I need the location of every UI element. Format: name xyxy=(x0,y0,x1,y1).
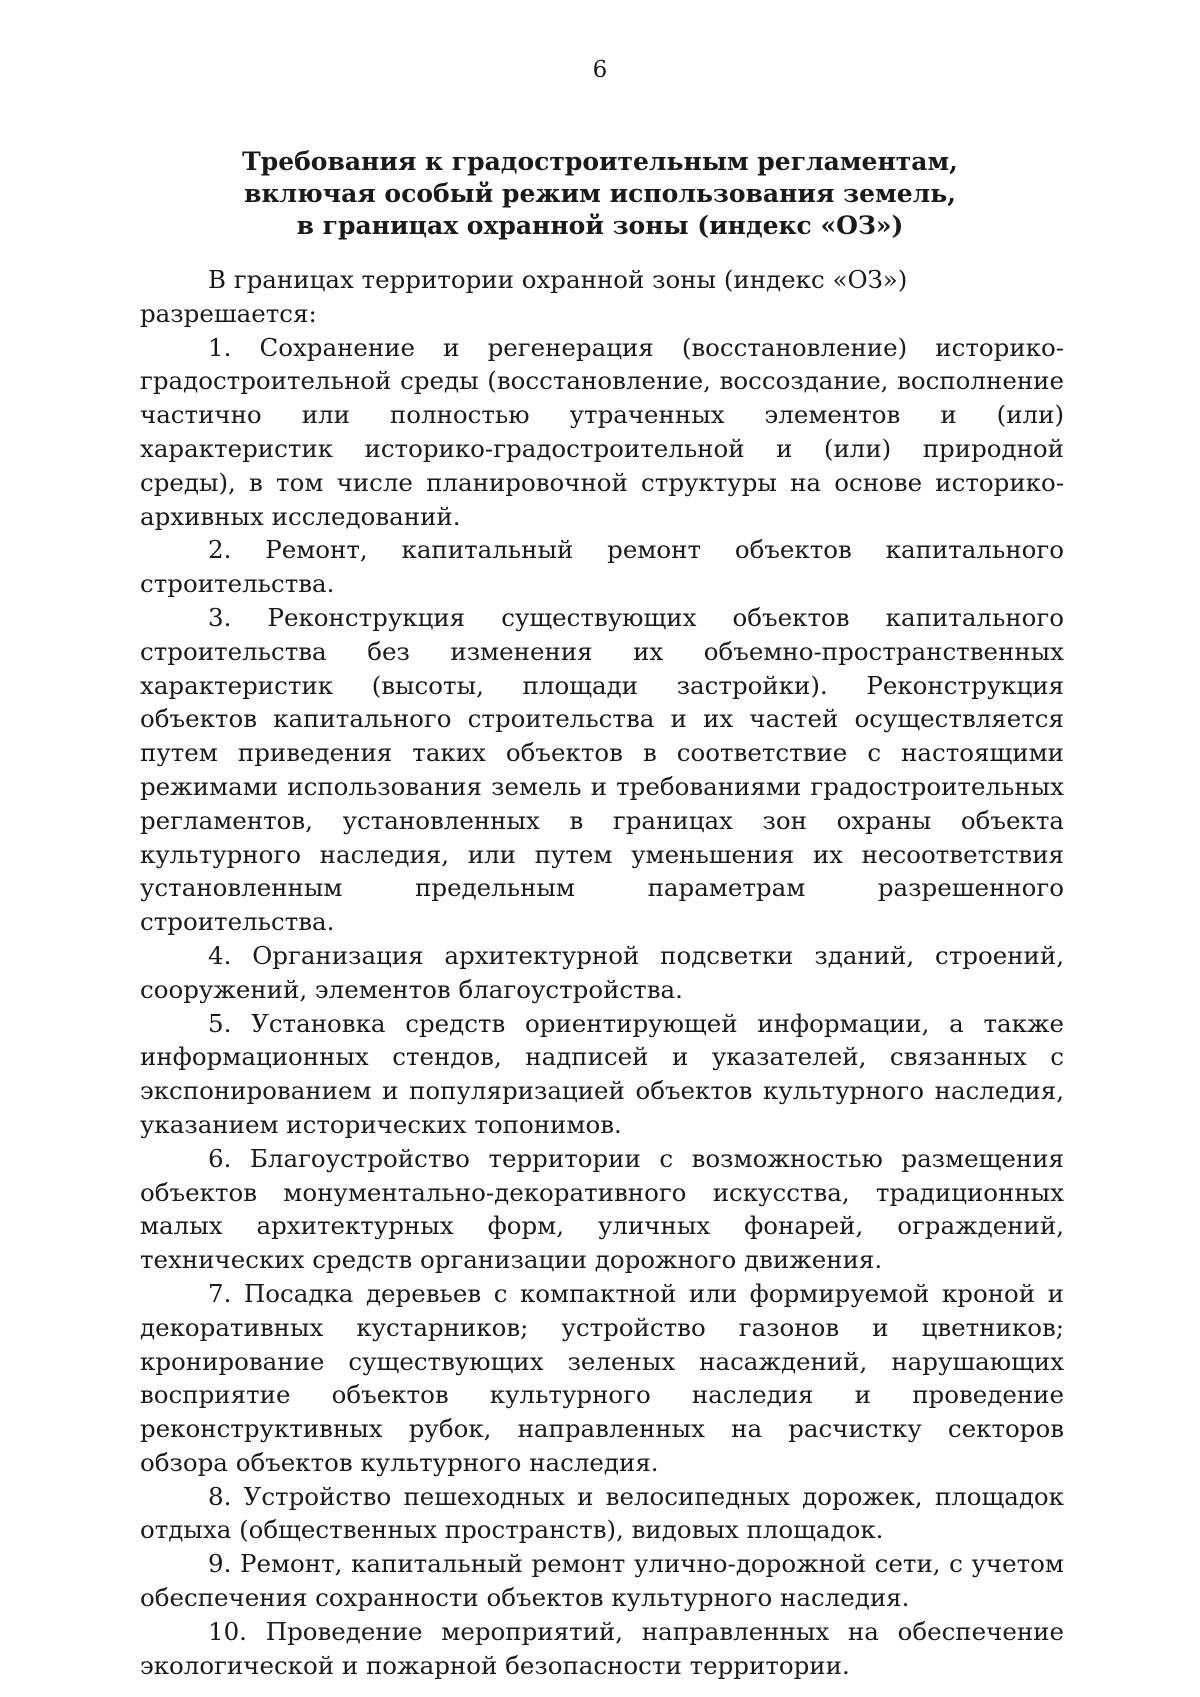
page-number: 6 xyxy=(592,57,608,83)
list-item-4: 4. Организация архитектурной подсветки зданий, строений, сооружений, элементов благоустройства. xyxy=(140,940,1064,1004)
document-title xyxy=(180,146,1020,242)
intro-paragraph: В границах территории охранной зоны (индекс «ОЗ») разрешается: xyxy=(140,265,908,328)
list-item-1: 1. Сохранение и регенерация (восстановление) историко-градостроительной среды (восстановление, воссоздание, восполнение частично или полностью утраченных элементов и (или) характеристик историко-градостроительной и (или) природной среды), в том числе планировочной структуры на основе историко-архивных исследований. xyxy=(140,332,1064,531)
list-item-6: 6. Благоустройство территории с возможностью размещения объектов монументально-декоративного искусства, традиционных малых архитектурных форм, уличных фонарей, ограждений, технических средств организации дорожного движения. xyxy=(140,1143,1064,1275)
list-item-10: 10. Проведение мероприятий, направленных на обеспечение экологической и пожарной безопасности территории. xyxy=(140,1616,1064,1680)
list-item-9: 9. Ремонт, капитальный ремонт улично-дорожной сети, с учетом обеспечения сохранности объектов культурного наследия. xyxy=(140,1549,1064,1613)
list-item-3: 3. Реконструкция существующих объектов капитального строительства без изменения их объемно-пространственных характеристик (высоты, площади застройки). Реконструкция объектов капитального строительства и их частей осуществляется путем приведения таких объектов в соответствие с настоящими режимами использования земель и требованиями градостроительных регламентов, установленных в границах зон охраны объекта культурного наследия, или путем уменьшения их несоответствия установленным предельным параметрам разрешенного строительства. xyxy=(140,602,1064,937)
list-item-2: 2. Ремонт, капитальный ремонт объектов капитального строительства. xyxy=(140,535,1064,599)
title-line-2: включая особый режим использования земель, xyxy=(244,179,956,208)
list-item-7: 7. Посадка деревьев с компактной или формируемой кроной и декоративных кустарников; устройство газонов и цветников; кронирование существующих зеленых насаждений, нарушающих восприятие объектов культурного наследия и проведение реконструктивных рубок, направленных на расчистку секторов обзора объектов культурного наследия. xyxy=(140,1278,1064,1477)
list-item-5: 5. Установка средств ориентирующей информации, а также информационных стендов, надписей и указателей, связанных с экспонированием и популяризацией объектов культурного наследия, указанием исторических топонимов. xyxy=(140,1008,1064,1139)
document-body xyxy=(140,263,1064,1682)
list-item-8: 8. Устройство пешеходных и велосипедных дорожек, площадок отдыха (общественных пространств), видовых площадок. xyxy=(140,1481,1064,1545)
title-line-3: в границах охранной зоны (индекс «ОЗ») xyxy=(296,211,904,240)
title-line-1: Требования к градостроительным регламентам, xyxy=(242,147,958,176)
